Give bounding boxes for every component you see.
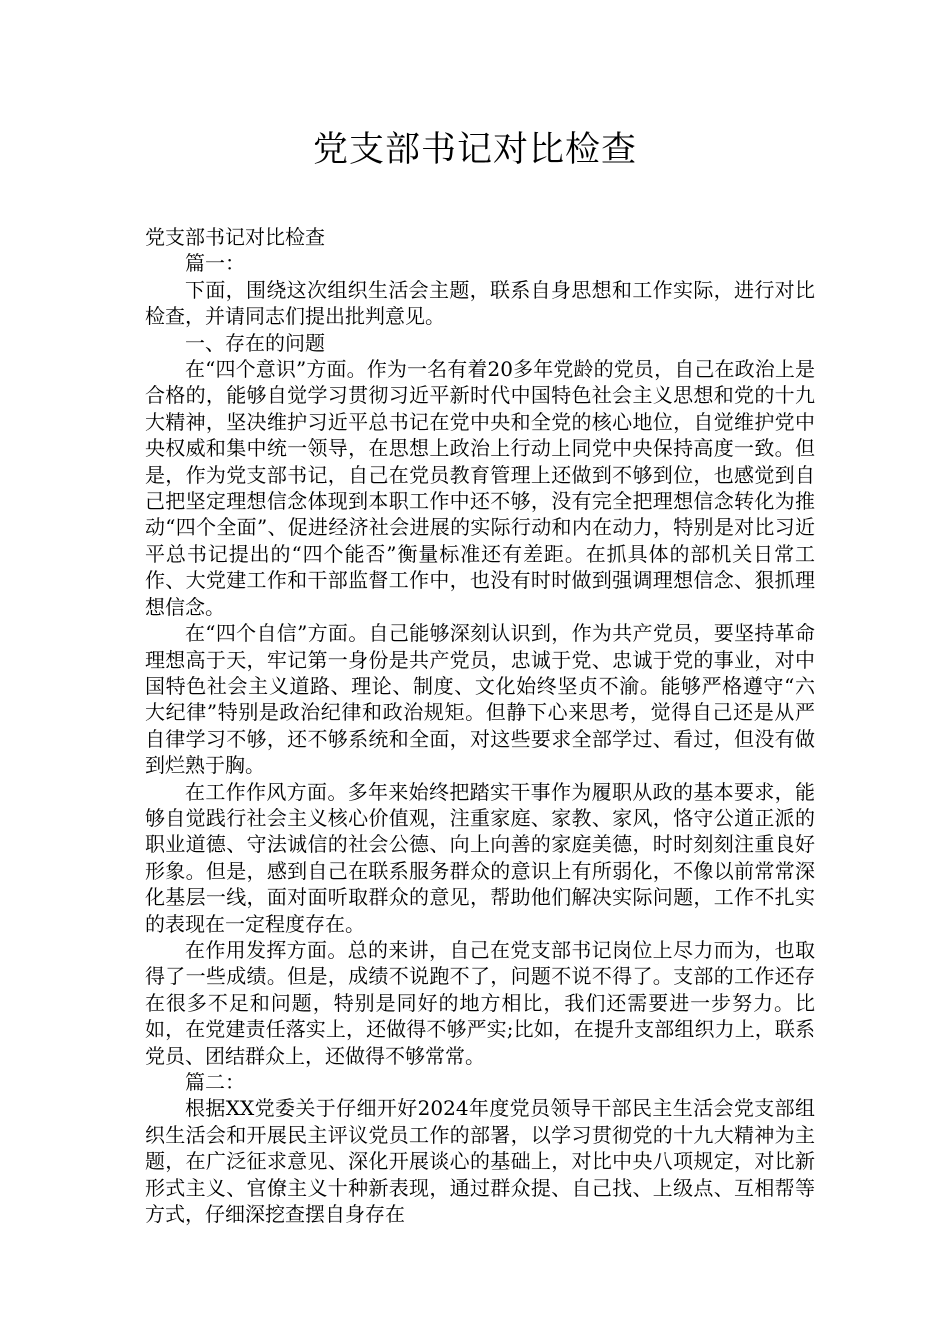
paragraph-four-consciousness: 在“四个意识”方面。作为一名有着20多年党龄的党员，自己在政治上是合格的，能够自觉学习贯彻习近平新时代中国特色社会主义思想和党的十九大精神，坚决维护习近平总书记在党中央和全党的核心地位，自觉维护党中央权威和集中统一领导，在思想上政治上行动上同党中央保持高度一致。但是，作为党支部书记，自己在党员教育管理上还做到不够到位，也感觉到自己把坚定理想信念体现到本职工作中还不够，没有完全把理想信念转化为推动“四个全面”、促进经济社会进展的实际行动和内在动力，特别是对比习近平总书记提出的“四个能否”衡量标准还有差距。在抓具体的部机关日常工作、大党建工作和干部监督工作中，也没有时时做到强调理想信念、狠抓理想信念。 <box>145 357 815 619</box>
document-subtitle: 党支部书记对比检查 <box>145 225 325 249</box>
paragraph-role: 在作用发挥方面。总的来讲，自己在党支部书记岗位上尽力而为，也取得了一些成绩。但是，成绩不说跑不了，问题不说不得了。支部的工作还存在很多不足和问题，特别是同好的地方相比，我们还需要进一步努力。比如，在党建责任落实上，还做得不够严实;比如，在提升支部组织力上，联系党员、团结群众上，还做得不够常常。 <box>145 937 815 1068</box>
section-heading-part-one: 篇一： <box>185 251 245 276</box>
paragraph-four-confidences: 在“四个自信”方面。自己能够深刻认识到，作为共产党员，要坚持革命理想高于天，牢记第一身份是共产党员，忠诚于党、忠诚于党的事业，对中国特色社会主义道路、理论、制度、文化始终坚贞不渝。能够严格遵守“六大纪律”特别是政治纪律和政治规矩。但静下心来思考，觉得自己还是从严自律学习不够，还不够系统和全面，对这些要求全部学过、看过，但没有做到烂熟于胸。 <box>145 621 815 778</box>
section-heading-part-two: 篇二： <box>185 1070 245 1094</box>
document-title: 党支部书记对比检查 <box>312 130 637 170</box>
document-body <box>145 224 815 1227</box>
paragraph-work-style: 在工作作风方面。多年来始终把踏实干事作为履职从政的基本要求，能够自觉践行社会主义核心价值观，注重家庭、家教、家风，恪守公道正派的职业道德、守法诚信的社会公德、向上向善的家庭美德，时时刻刻注重良好形象。但是，感到自己在联系服务群众的意识上有所弱化，不像以前常常深化基层一线，面对面听取群众的意见，帮助他们解决实际问题，工作不扎实的表现在一定程度存在。 <box>145 779 815 936</box>
section-heading-problems: 一、存在的问题 <box>185 330 325 355</box>
paragraph-intro: 下面，围绕这次组织生活会主题，联系自身思想和工作实际，进行对比检查，并请同志们提出批判意见。 <box>145 277 815 329</box>
paragraph-part-two: 根据XX党委关于仔细开好2024年度党员领导干部民主生活会党支部组织生活会和开展民主评议党员工作的部署，以学习贯彻党的十九大精神为主题，在广泛征求意见、深化开展谈心的基础上，对比中央八项规定，对比新形式主义、官僚主义十种新表现，通过群众提、自己找、上级点、互相帮等方式，仔细深挖查摆自身存在 <box>145 1096 815 1227</box>
